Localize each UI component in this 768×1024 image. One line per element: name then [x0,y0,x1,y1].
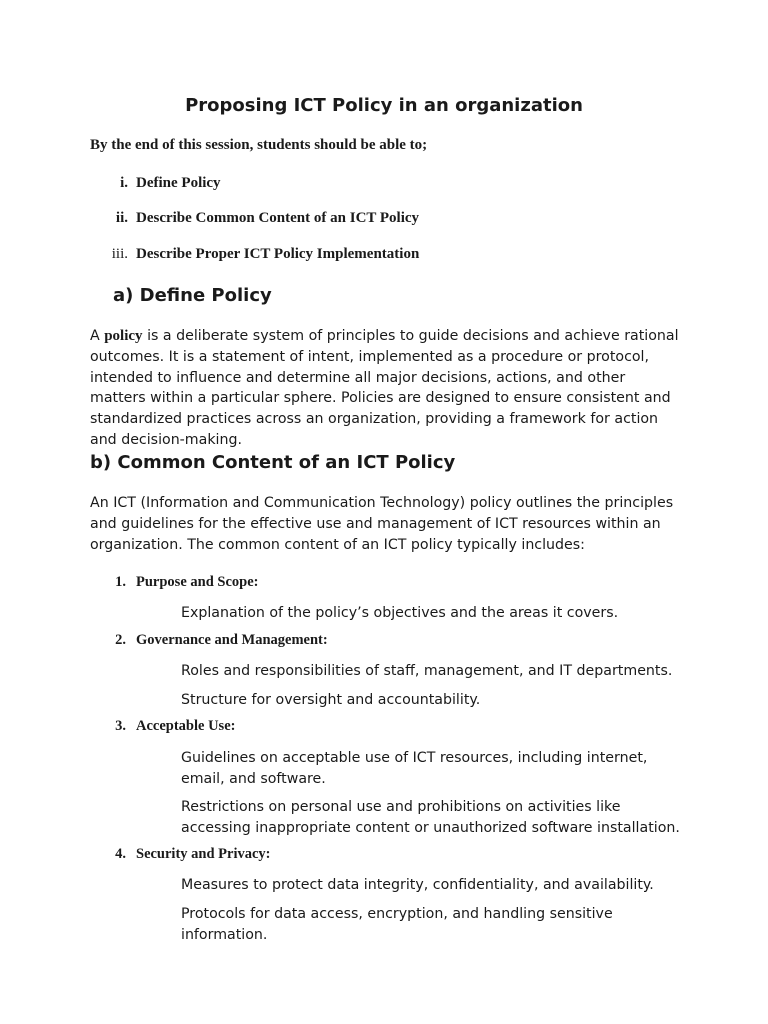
policy-definition-paragraph [90,326,680,451]
paragraph-lead: A [90,328,105,344]
item-point: Roles and responsibilities of staff, management, and IT departments. [181,663,673,679]
section-b-heading: b) Common Content of an ICT Policy [90,452,456,473]
objective-item [120,175,221,192]
item-title: Purpose and Scope: [136,574,259,590]
item-point: Explanation of the policy’s objectives and the areas it covers. [181,605,619,621]
item-title: Acceptable Use: [136,718,236,734]
item-point: Measures to protect data integrity, confidentiality, and availability. [181,877,654,893]
objective-item [115,210,420,227]
item-title: Governance and Management: [136,632,328,648]
item-number: 1. [115,574,126,590]
item-point: Restrictions on personal use and prohibitions on activities like accessing inappropriate content or unauthorized software installation. [181,799,680,836]
objective-text: Define Policy [136,175,221,191]
session-intro: By the end of this session, students should be able to; [90,137,428,153]
section-a-heading: a) Define Policy [113,285,272,306]
item-title: Security and Privacy: [136,846,271,862]
objective-text: Describe Common Content of an ICT Policy [136,210,420,226]
objective-number: iii. [111,246,128,262]
item-number: 3. [115,718,126,734]
page-title: Proposing ICT Policy in an organization [185,95,583,116]
ict-policy-paragraph: An ICT (Information and Communication Technology) policy outlines the principles and guidelines for the effective use and management of ICT resources within an organization. The common content of an ICT policy typically includes: [90,495,674,553]
policy-term: policy [104,328,143,344]
paragraph-body: is a deliberate system of principles to guide decisions and achieve rational outcomes. It is a statement of intent, implemented as a procedure or protocol, intended to influence and determine all major decisions, actions, and other matters within a particular sphere. Policies are designed to ensure consistent and standardized practices across an organization, providing a framework for action and decision-making. [90,328,679,448]
objective-number: i. [120,175,128,191]
item-point: Structure for oversight and accountability. [181,692,481,708]
objective-item [111,246,420,263]
item-number: 2. [115,632,126,648]
item-point: Guidelines on acceptable use of ICT resources, including internet, email, and software. [181,750,648,787]
item-point: Protocols for data access, encryption, and handling sensitive information. [181,906,613,943]
objective-number: ii. [115,210,128,226]
objective-text: Describe Proper ICT Policy Implementation [136,246,420,262]
item-number: 4. [115,846,126,862]
